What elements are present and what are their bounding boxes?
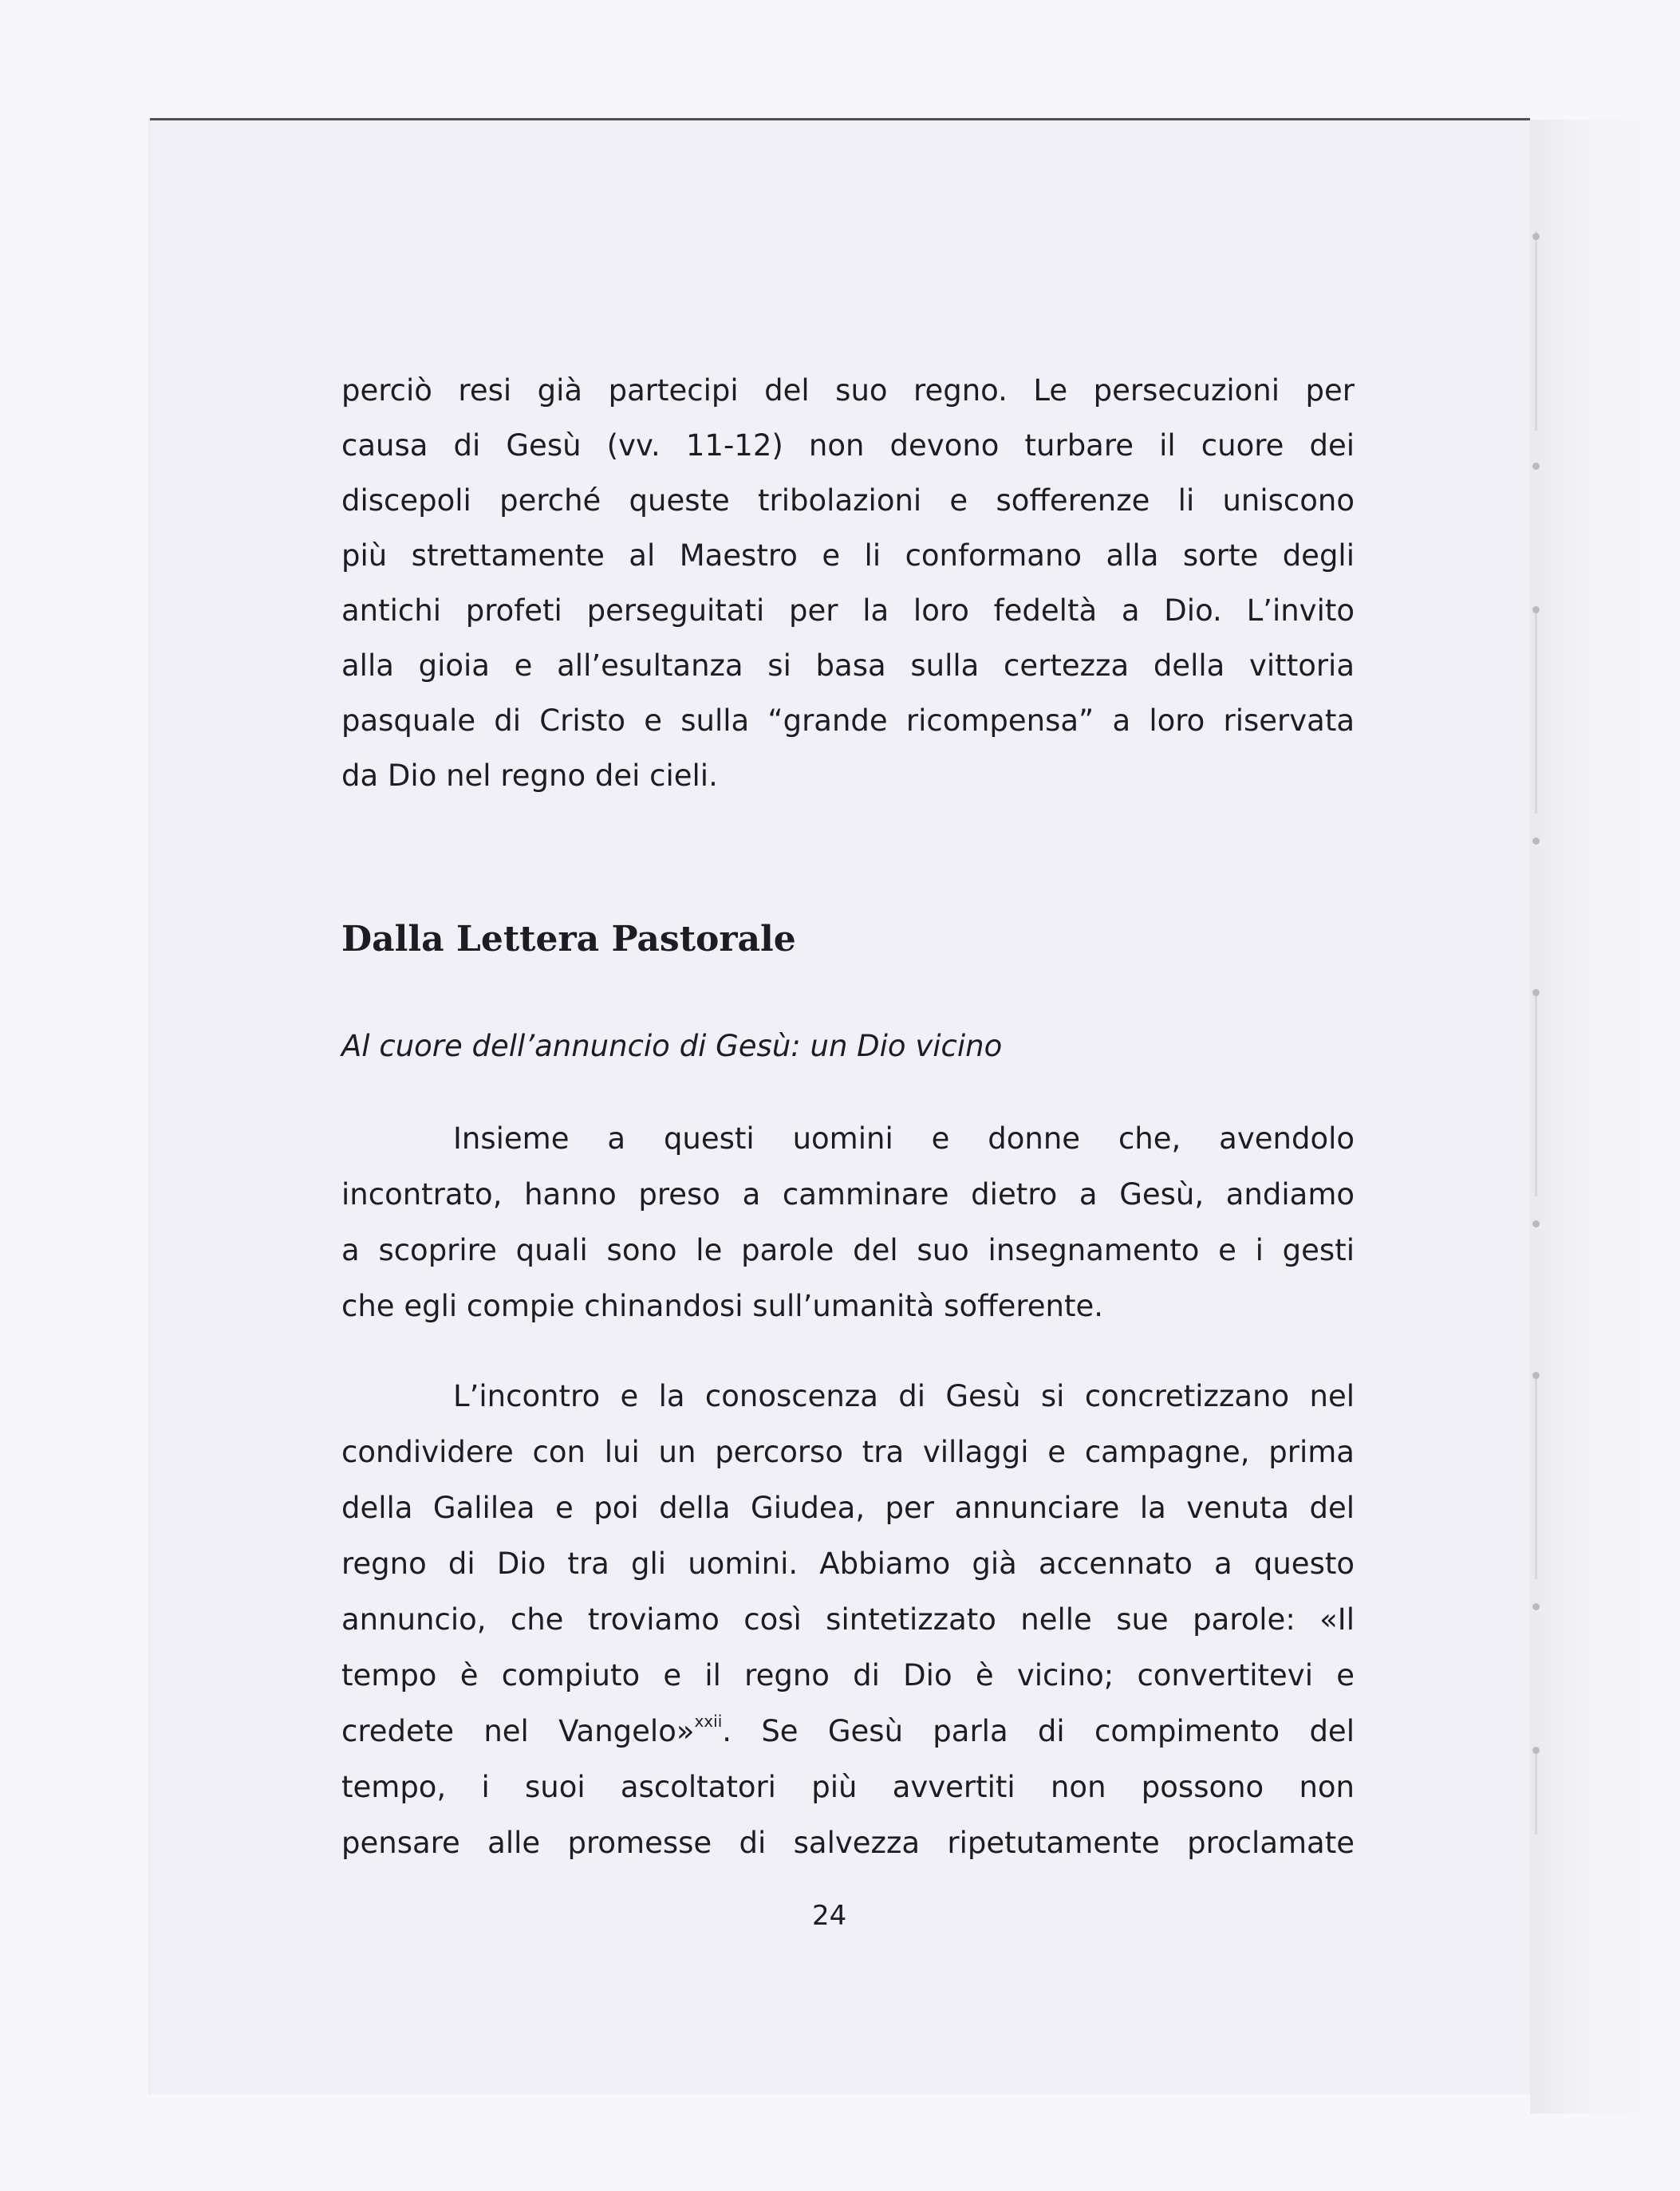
stitch-hole: [1532, 989, 1540, 996]
text-line: tempo è compiuto e il regno di Dio è vicino; convertitevi e: [341, 1658, 1355, 1693]
footnote-marker: xxii: [694, 1712, 723, 1731]
text-line: discepoli perché queste tribolazioni e sofferenze li uniscono: [341, 483, 1355, 518]
text-line: regno di Dio tra gli uomini. Abbiamo già accennato a questo: [341, 1547, 1355, 1581]
text-line: annuncio, che troviamo così sintetizzato nelle sue parole: «Il: [341, 1602, 1355, 1637]
stitch-hole: [1532, 233, 1540, 240]
text-line: condividere con lui un percorso tra villaggi e campagne, prima: [341, 1435, 1355, 1469]
stitch-segment: [1535, 1747, 1537, 1834]
page-edge-shadow: [1530, 120, 1680, 2114]
stitch-hole: [1532, 1220, 1540, 1228]
text-line-with-footnote: [341, 1709, 1355, 1754]
stitch-segment: [1535, 231, 1537, 431]
text-line: perciò resi già partecipi del suo regno. Le persecuzioni per: [341, 373, 1355, 408]
stitch-segment: [1535, 989, 1537, 1196]
stitch-hole: [1532, 1603, 1540, 1610]
stitch-hole: [1532, 463, 1540, 470]
text-line: causa di Gesù (vv. 11-12) non devono turbare il cuore dei: [341, 428, 1355, 463]
text-line: tempo, i suoi ascoltatori più avvertiti non possono non: [341, 1770, 1355, 1804]
stitch-segment: [1535, 606, 1537, 814]
text-line: antichi profeti perseguitati per la loro fedeltà a Dio. L’invito: [341, 593, 1355, 628]
text-line: da Dio nel regno dei cieli.: [341, 759, 718, 793]
stitch-segment: [1535, 1372, 1537, 1579]
binding-stitches: [1535, 231, 1538, 1834]
text-line: alla gioia e all’esultanza si basa sulla certezza della vittoria: [341, 648, 1355, 683]
stitch-hole: [1532, 837, 1540, 845]
text-line: della Galilea e poi della Giudea, per annunciare la venuta del: [341, 1491, 1355, 1525]
text-fragment: credete nel Vangelo»: [341, 1714, 695, 1748]
text-line: pensare alle promesse di salvezza ripetutamente proclamate: [341, 1826, 1355, 1860]
stitch-hole: [1532, 1747, 1540, 1754]
section-heading: Dalla Lettera Pastorale: [341, 919, 796, 960]
text-line: pasquale di Cristo e sulla “grande ricompensa” a loro riservata: [341, 703, 1355, 738]
stitch-hole: [1532, 1372, 1540, 1379]
text-line: a scoprire quali sono le parole del suo insegnamento e i gesti: [341, 1233, 1355, 1267]
text-line: più strettamente al Maestro e li conformano alla sorte degli: [341, 538, 1355, 573]
text-line: che egli compie chinandosi sull’umanità sofferente.: [341, 1289, 1103, 1323]
text-line: incontrato, hanno preso a camminare dietro a Gesù, andiamo: [341, 1177, 1355, 1212]
text-fragment: . Se Gesù parla di compimento del: [722, 1714, 1355, 1748]
stitch-hole: [1532, 606, 1540, 613]
page-number: 24: [812, 1900, 847, 1932]
section-subheading: Al cuore dell’annuncio di Gesù: un Dio vicino: [341, 1029, 1003, 1063]
text-line: Insieme a questi uomini e donne che, avendolo: [453, 1121, 1355, 1156]
text-line: L’incontro e la conoscenza di Gesù si concretizzano nel: [453, 1379, 1355, 1413]
